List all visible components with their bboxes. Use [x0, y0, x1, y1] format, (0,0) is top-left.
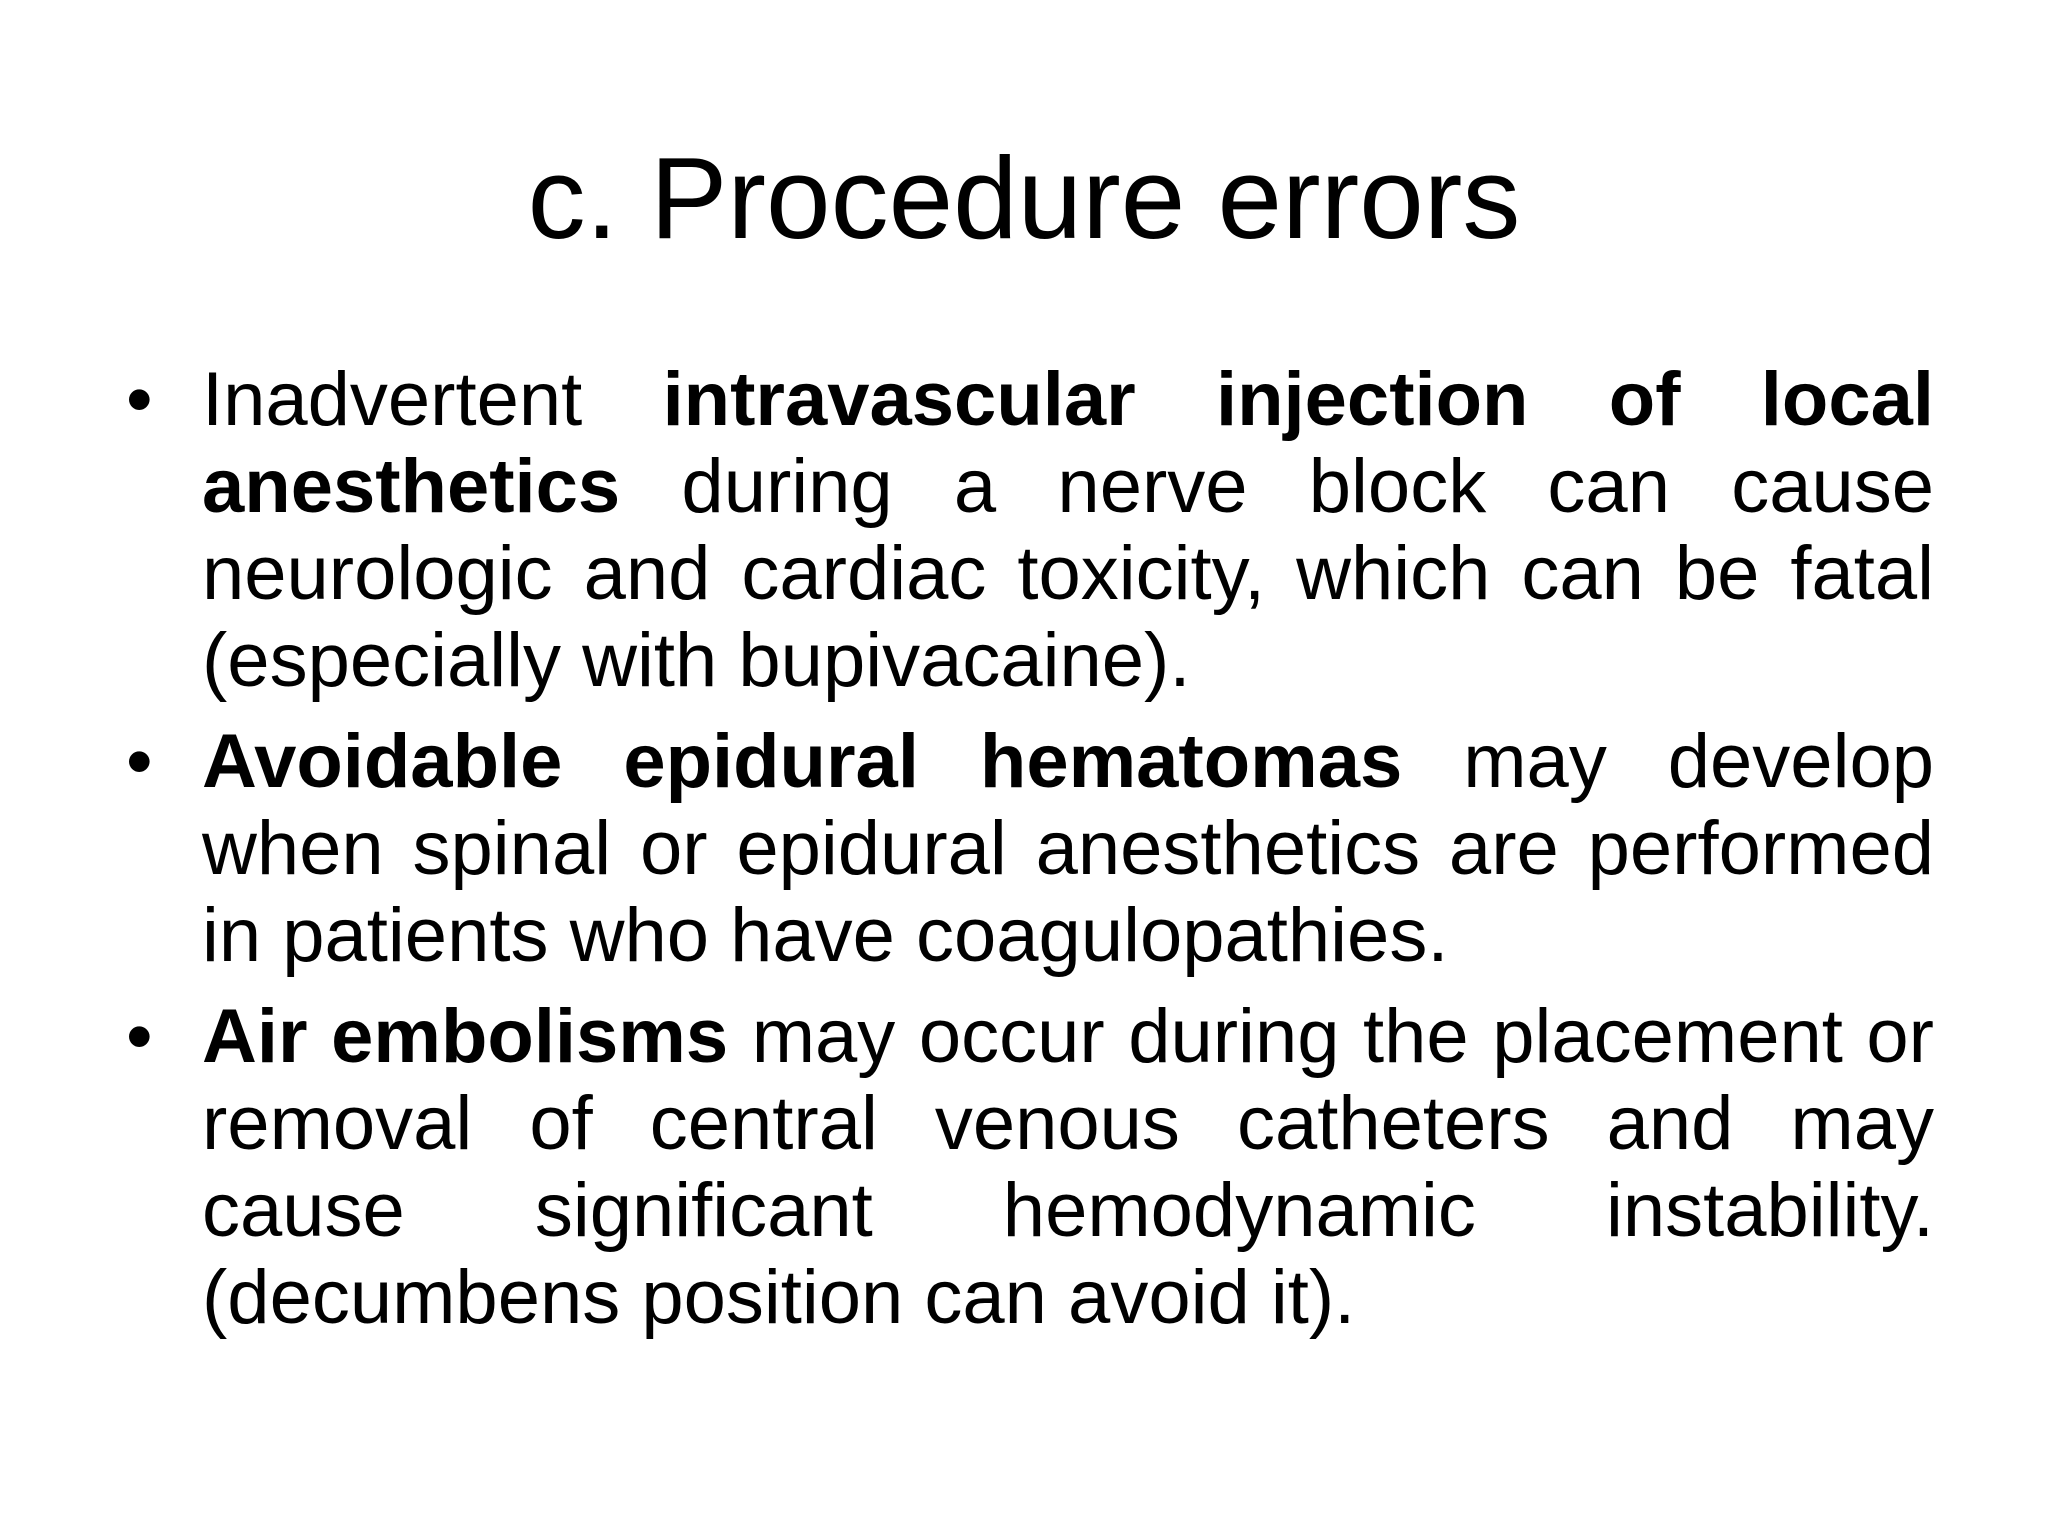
bullet-marker: •	[126, 994, 153, 1079]
bullet-text	[202, 356, 1934, 704]
bullet-text	[202, 993, 1934, 1341]
bullet-text	[202, 718, 1934, 979]
bullet-text-run: may occur during the placement or removal of central venous catheters and may cause significant hemodynamic instability. (decumbens position can avoid it).	[202, 994, 1934, 1340]
bullet-bold-run: Air embolisms	[202, 994, 729, 1079]
bullet-item	[112, 356, 1934, 704]
bullet-marker: •	[126, 357, 153, 442]
bullet-text-run: during a nerve block can cause neurologic and cardiac toxicity, which can be fatal (especially with bupivacaine).	[202, 444, 1934, 703]
bullet-item	[112, 993, 1934, 1341]
slide-title: c. Procedure errors	[527, 133, 1521, 263]
bullet-list	[112, 356, 1934, 1355]
bullet-text-run: Inadvertent	[202, 357, 663, 442]
bullet-bold-run: intravascular injection of local anesthetics	[202, 357, 1934, 529]
bullet-item	[112, 718, 1934, 979]
bullet-text-run: may develop when spinal or epidural anesthetics are performed in patients who have coagulopathies.	[202, 719, 1934, 978]
bullet-bold-run: Avoidable epidural hematomas	[202, 719, 1403, 804]
bullet-marker: •	[126, 719, 153, 804]
